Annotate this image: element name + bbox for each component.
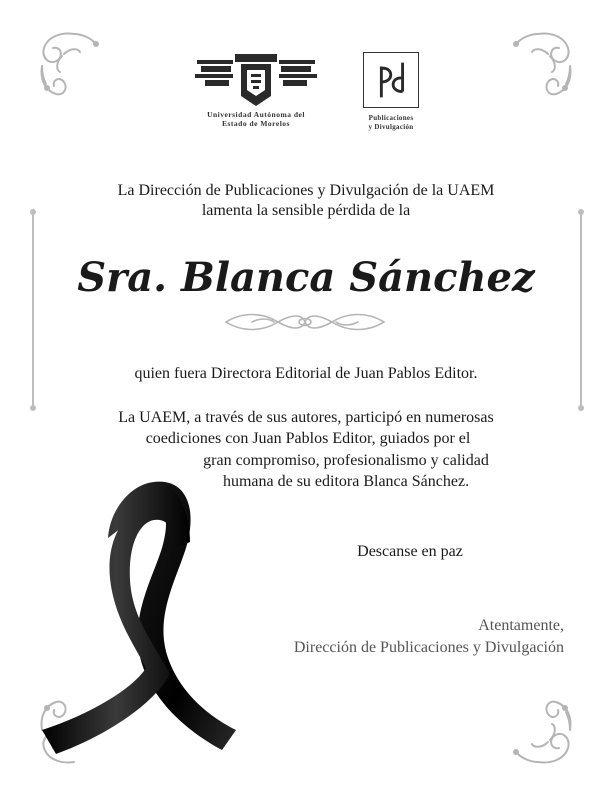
publicaciones-divulgacion-logo [356,52,426,132]
uaem-logo [188,50,324,128]
uaem-caption-line2: Estado de Morelos [222,119,290,128]
deceased-name: Sra. Blanca Sánchez [77,254,535,301]
pd-caption-line2: y Divulgación [368,123,414,131]
role-line: quien fuera Directora Editorial de Juan Pablos Editor. [134,365,478,382]
body-line-2: coediciones con Juan Pablos Editor, guiados por el [145,430,471,447]
intro-line-2: lamenta la sensible pérdida de la [201,202,411,219]
corner-ornament-bottom-right [498,690,578,770]
mourning-ribbon-icon [36,468,266,758]
uaem-caption-line1: Universidad Autónoma del [207,110,305,119]
body-line-3: gran compromiso, profesionalismo y calidad [203,452,489,469]
pd-monogram-icon [363,52,419,108]
body-line-4: humana de su editora Blanca Sánchez. [222,473,470,490]
corner-ornament-top-right [498,26,578,106]
regards-text: Atentamente, [478,617,564,634]
pd-caption-line1: Publicaciones [368,114,414,122]
closing-phrase: Descanse en paz [357,543,463,560]
intro-line-1: La Dirección de Publicaciones y Divulgación de la UAEM [117,182,495,199]
uaem-emblem-icon [191,50,321,110]
body-line-1: La UAEM, a través de sus autores, participó en numerosas [118,409,494,426]
corner-ornament-top-left [34,26,114,106]
signature-text: Dirección de Publicaciones y Divulgación [293,639,564,656]
flourish-divider-icon [222,310,388,334]
